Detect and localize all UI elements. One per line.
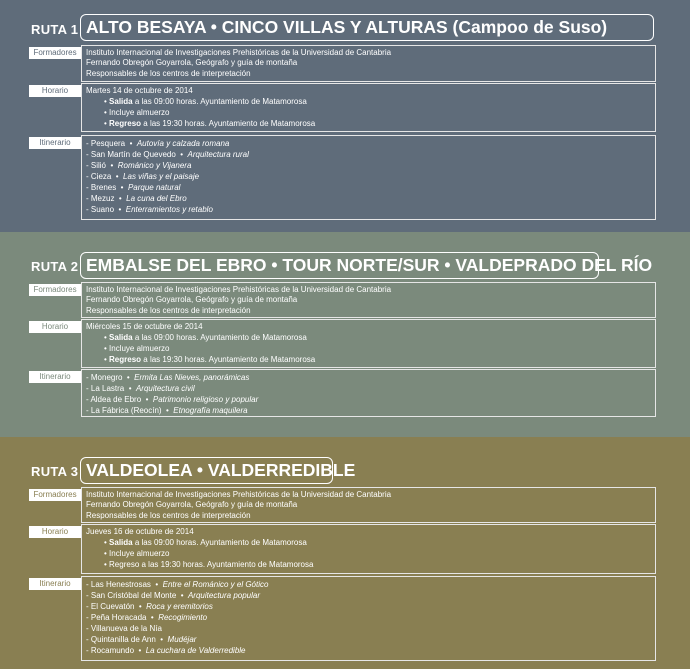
formador-line: Fernando Obregón Goyarrola, Geógrafo y guía de montaña <box>86 500 298 509</box>
date: Jueves 16 de octubre de 2014 <box>86 527 194 536</box>
stop-item: - Quintanilla de Ann • Mudéjar <box>86 635 197 644</box>
horario-box <box>81 83 656 132</box>
route-2-title: EMBALSE DEL EBRO • TOUR NORTE/SUR • VALDEPRADO DEL RÍO <box>80 252 599 279</box>
salida-line: • Salida a las 09:00 horas. Ayuntamiento de Matamorosa <box>104 333 307 342</box>
route-2-tag: RUTA 2 <box>31 259 79 274</box>
horario-box <box>81 319 656 368</box>
route-1-tag: RUTA 1 <box>31 22 79 37</box>
formador-line: Fernando Obregón Goyarrola, Geógrafo y guía de montaña <box>86 58 298 67</box>
stop-item: - San Martín de Quevedo • Arquitectura rural <box>86 150 249 159</box>
horario-label: Horario <box>29 85 81 97</box>
formadores-label: Formadores <box>29 489 81 501</box>
horario-label: Horario <box>29 321 81 333</box>
salida-line: • Salida a las 09:00 horas. Ayuntamiento de Matamorosa <box>104 97 307 106</box>
stop-item: - Aldea de Ebro • Patrimonio religioso y popular <box>86 395 259 404</box>
itinerario-label: Itinerario <box>29 371 81 383</box>
formadores-label: Formadores <box>29 47 81 59</box>
formador-line: Instituto Internacional de Investigaciones Prehistóricas de la Universidad de Cantabria <box>86 285 392 294</box>
stop-item: - Pesquera • Autovía y calzada romana <box>86 139 230 148</box>
stop-item: - Monegro • Ermita Las Nieves, panorámicas <box>86 373 250 382</box>
stop-item: - El Cuevatón • Roca y eremitorios <box>86 602 213 611</box>
route-1-panel <box>0 0 690 232</box>
regreso-line: • Regreso a las 19:30 horas. Ayuntamiento de Matamorosa <box>104 355 316 364</box>
regreso-line: • Regreso a las 19:30 horas. Ayuntamiento de Matamorosa <box>104 560 314 569</box>
itinerario-box <box>81 576 656 661</box>
route-3-title: VALDEOLEA • VALDERREDIBLE <box>80 457 333 484</box>
formadores-label: Formadores <box>29 284 81 296</box>
route-3-tag: RUTA 3 <box>31 464 79 479</box>
almuerzo-line: • Incluye almuerzo <box>104 108 170 117</box>
formadores-box <box>81 45 656 82</box>
almuerzo-line: • Incluye almuerzo <box>104 549 170 558</box>
formador-line: Fernando Obregón Goyarrola, Geógrafo y guía de montaña <box>86 295 298 304</box>
stop-item: - La Lastra • Arquitectura civil <box>86 384 195 393</box>
route-1-title: ALTO BESAYA • CINCO VILLAS Y ALTURAS (Campoo de Suso) <box>80 14 654 41</box>
stop-item: - San Cristóbal del Monte • Arquitectura popular <box>86 591 261 600</box>
itinerario-box <box>81 135 656 220</box>
stop-item: - La Fábrica (Reocín) • Etnografía maquilera <box>86 406 248 415</box>
formador-line: Responsables de los centros de interpretación <box>86 69 251 78</box>
stop-item: - Las Henestrosas • Entre el Románico y el Gótico <box>86 580 269 589</box>
itinerario-box <box>81 369 656 417</box>
horario-label: Horario <box>29 526 81 538</box>
stop-item: - Peña Horacada • Recogimiento <box>86 613 208 622</box>
stop-item: - Brenes • Parque natural <box>86 183 181 192</box>
route-3-panel <box>0 437 690 669</box>
formador-line: Responsables de los centros de interpretación <box>86 511 251 520</box>
stop-item: - Suano • Enterramientos y retablo <box>86 205 213 214</box>
formador-line: Instituto Internacional de Investigaciones Prehistóricas de la Universidad de Cantabria <box>86 48 392 57</box>
route-2-panel <box>0 232 690 437</box>
date: Martes 14 de octubre de 2014 <box>86 86 193 95</box>
regreso-line: • Regreso a las 19:30 horas. Ayuntamiento de Matamorosa <box>104 119 316 128</box>
stop-item: - Cieza • Las viñas y el paisaje <box>86 172 200 181</box>
formadores-box <box>81 282 656 318</box>
formador-line: Responsables de los centros de interpretación <box>86 306 251 315</box>
formador-line: Instituto Internacional de Investigaciones Prehistóricas de la Universidad de Cantabria <box>86 490 392 499</box>
itinerario-label: Itinerario <box>29 578 81 590</box>
almuerzo-line: • Incluye almuerzo <box>104 344 170 353</box>
salida-line: • Salida a las 09:00 horas. Ayuntamiento de Matamorosa <box>104 538 307 547</box>
formadores-box <box>81 487 656 523</box>
stop-item: - Mezuz • La cuna del Ebro <box>86 194 187 203</box>
stop-item: - Rocamundo • La cuchara de Valderredible <box>86 646 246 655</box>
stop-item: - Villanueva de la Nía <box>86 624 162 633</box>
horario-box <box>81 524 656 574</box>
itinerario-label: Itinerario <box>29 137 81 149</box>
stop-item: - Silió • Románico y Vijanera <box>86 161 192 170</box>
date: Miércoles 15 de octubre de 2014 <box>86 322 203 331</box>
